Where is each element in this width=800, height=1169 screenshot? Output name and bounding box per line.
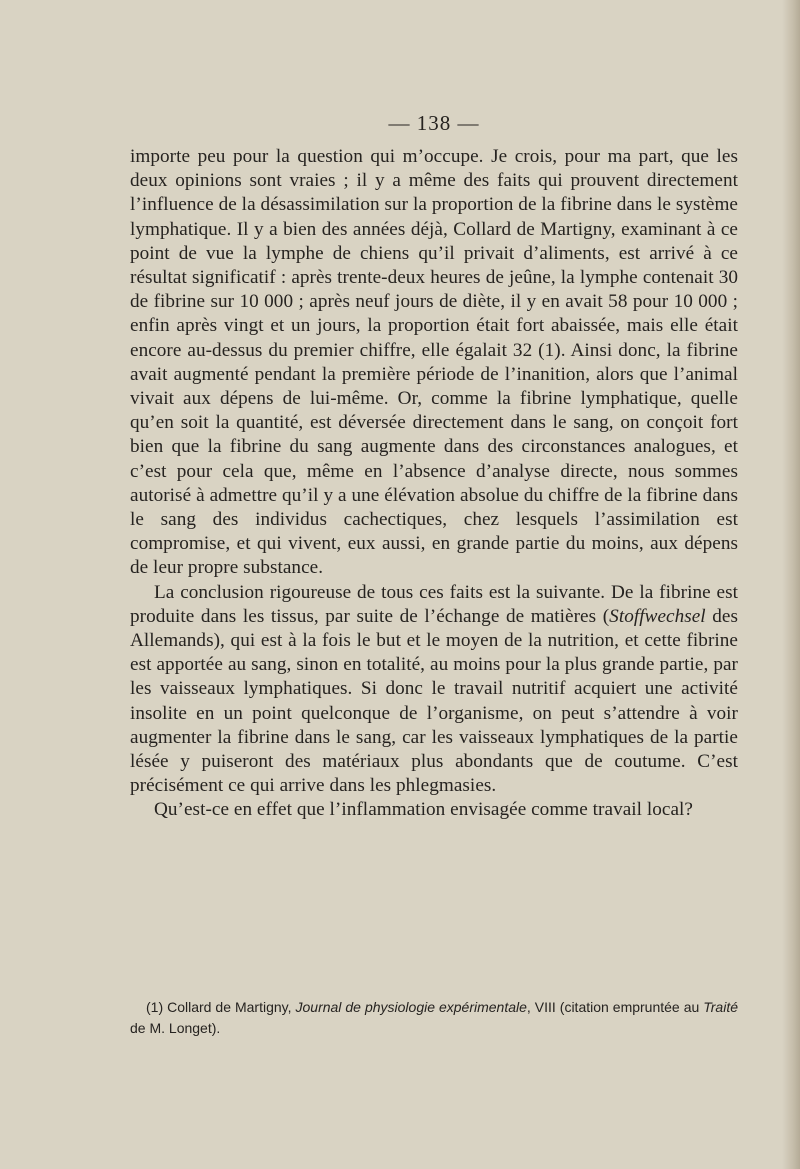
text-segment: La conclusion rigoureuse de tous ces faits est la suivante. De la fibrine est produite dans les tissus, par suite de l’échange de matières ( <box>130 581 738 627</box>
footnote-text <box>130 999 738 1036</box>
page-number: — 138 — <box>388 111 480 135</box>
footnote-segment: (1) <box>146 999 168 1015</box>
footnote-italic: Journal de physiologie expérimentale <box>295 999 527 1015</box>
body-text <box>130 145 738 823</box>
footnote-segment: de M. Longet). <box>130 1020 221 1036</box>
footnote-italic: Traité <box>703 999 738 1015</box>
paragraph-2 <box>130 581 738 799</box>
footnote <box>130 997 738 1039</box>
italic-text: Stoffwechsel <box>609 605 706 627</box>
text-segment: des Allemands), qui est à la fois le but et le moyen de la nutrition, et cette fibrine est apportée au sang, sinon en totalité, au moins pour la plus grande partie, par les vaisseaux lymphatiques. Si donc le travail nutritif acquiert une activité insolite en un point quelconque de l’organisme, on peut s’attendre à voir augmenter la fibrine dans le sang, car les vaisseaux lymphatiques de la partie lésée y puiseront des matériaux plus abondants que de coutume. C’est précisément ce qui arrive dans les phlegmasies. <box>130 605 739 797</box>
footnote-segment: Collard de Martigny, <box>167 999 296 1015</box>
footnote-segment: , VIII (citation empruntée au <box>526 999 704 1015</box>
page-edge <box>782 0 800 1169</box>
text-segment: importe peu pour la question qui m’occupe. Je crois, pour ma part, que les deux opinions sont vraies ; il y a même des faits qui prouvent directement l’influence de la désassimilation sur la proportion de la fibrine dans le système lymphatique. Il y a bien des années déjà, Collard de Martigny, examinant à ce point de vue la lymphe de chiens qu’il privait d’aliments, est arrivé à ce résultat significatif : après trente-deux heures de jeûne, la lymphe contenait 30 de fibrine sur 10 000 ; après neuf jours de diète, il y en avait 58 pour 10 000 ; enfin après vingt et un jours, la proportion était fort abaissée, mais elle était encore au-dessus du premier chiffre, elle égalait 32 (1). Ainsi donc, la fibrine avait augmenté pendant la première période de l’inanition, alors que l’animal vivait aux dépens de lui-même. Or, comme la fibrine lymphatique, quelle qu’en soit la quantité, est déversée directement dans le sang, on conçoit fort bien que la fibrine du sang augmente dans des circonstances analogues, et c’est pour cela que, même en l’absence d’analyse directe, nous sommes autorisé à admettre qu’il y a une élévation absolue du chiffre de la fibrine dans le sang des individus cachectiques, chez lesquels l’assimilation est compromise, et qui vivent, eux aussi, en grande partie du moins, aux dépens de leur propre substance. <box>130 146 738 579</box>
text-segment: Qu’est-ce en effet que l’inflammation envisagée comme travail local? <box>154 799 693 821</box>
paragraph-1 <box>130 145 738 581</box>
book-page <box>130 110 738 823</box>
paragraph-3 <box>130 798 738 822</box>
